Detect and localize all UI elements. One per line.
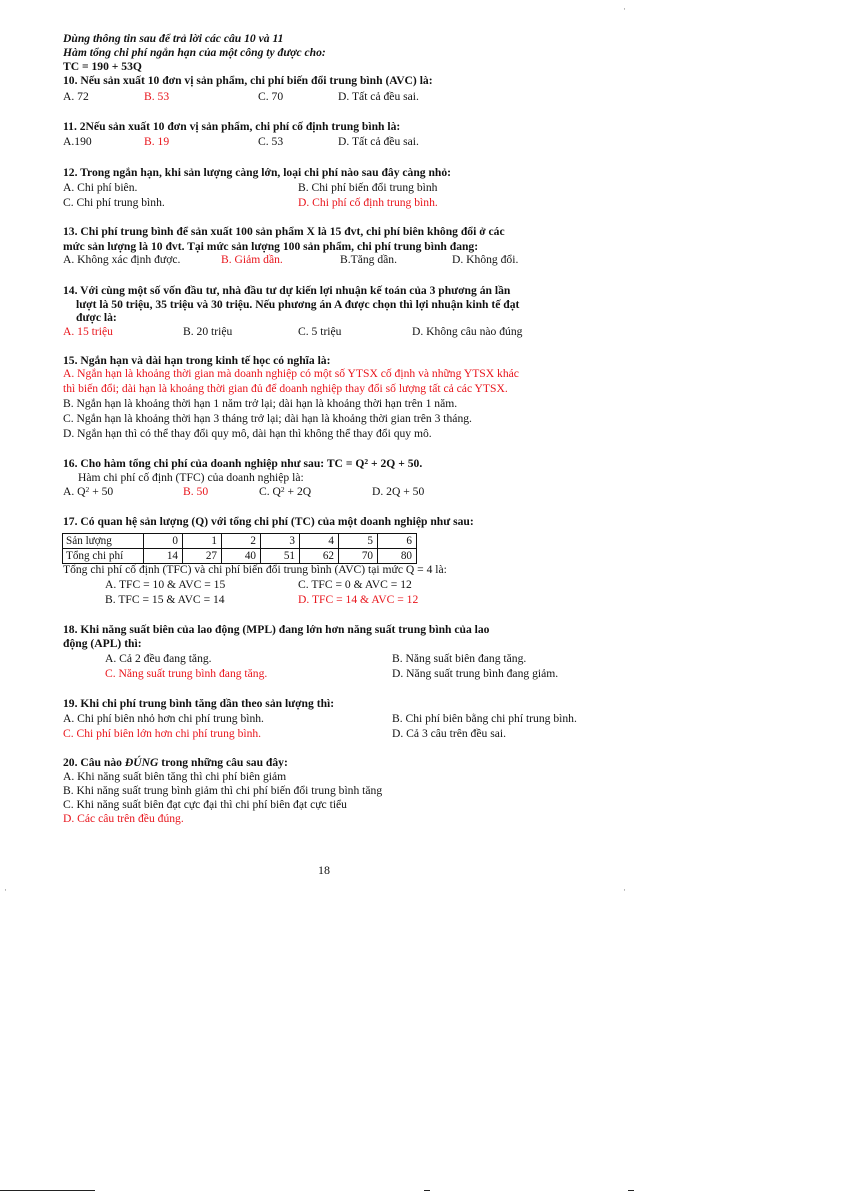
q18-stem-2: động (APL) thì: (63, 637, 142, 650)
table-cell: 51 (261, 549, 300, 564)
q12-option-c: C. Chi phí trung bình. (63, 196, 165, 209)
intro-formula: TC = 190 + 53Q (63, 60, 142, 73)
q16-option-d: D. 2Q + 50 (372, 485, 425, 498)
table-cell: 1 (183, 534, 222, 549)
q16-option-b: B. 50 (183, 485, 209, 498)
table-cell: 14 (144, 549, 183, 564)
table-cell: 2 (222, 534, 261, 549)
q15-option-c: C. Ngắn hạn là khoảng thời hạn 3 tháng trở lại; dài hạn là khoảng thời gian trên 3 tháng. (63, 412, 472, 425)
q10-option-a: A. 72 (63, 90, 89, 103)
q12-option-a: A. Chi phí biên. (63, 181, 138, 194)
q14-option-a: A. 15 triệu (63, 325, 113, 338)
q12-option-b: B. Chi phí biến đổi trung bình (298, 181, 438, 194)
intro-line-1: Dùng thông tin sau để trả lời các câu 10 và 11 (63, 32, 284, 45)
page-number: 18 (318, 863, 330, 877)
crop-mark: · (623, 4, 626, 14)
q13-option-b: B. Giảm dần. (221, 253, 283, 266)
table-cell: 5 (339, 534, 378, 549)
q16-option-a: A. $Q^2 + 50$ (63, 485, 114, 498)
table-cell: 4 (300, 534, 339, 549)
q19-stem: 19. Khi chi phí trung bình tăng dần theo sản lượng thì: (63, 697, 335, 710)
q18-option-d: D. Năng suất trung bình đang giảm. (392, 667, 559, 680)
q19-option-d: D. Cả 3 câu trên đều sai. (392, 727, 506, 740)
q18-option-b: B. Năng suất biên đang tăng. (392, 652, 527, 665)
q14-option-b: B. 20 triệu (183, 325, 233, 338)
q20-option-c: C. Khi năng suất biên đạt cực đại thì chi phí biên đạt cực tiểu (63, 798, 347, 811)
q19-option-b: B. Chi phí biên bằng chi phí trung bình. (392, 712, 577, 725)
q12-option-d: D. Chi phí cố định trung bình. (298, 196, 438, 209)
table-cell: 40 (222, 549, 261, 564)
q15-option-d: D. Ngắn hạn thì có thể thay đổi quy mô, dài hạn thì không thể thay đổi quy mô. (63, 427, 432, 440)
table-cell: 62 (300, 549, 339, 564)
q16-option-c: C. $Q^2 + 2Q$ (259, 485, 312, 498)
q16-stem-2: Hàm chi phí cố định (TFC) của doanh nghiệp là: (78, 471, 304, 484)
crop-mark: · (4, 885, 7, 895)
q17-option-c: C. TFC = 0 & AVC = 12 (298, 578, 412, 591)
q11-option-c: C. 53 (258, 135, 284, 148)
q13-stem-2: mức sản lượng là 10 đvt. Tại mức sản lượng 100 sản phẩm, chi phí trung bình đang: (63, 240, 479, 253)
q10-option-b: B. 53 (144, 90, 170, 103)
q17-table (62, 533, 417, 564)
q17-stem-1: 17. Có quan hệ sản lượng (Q) với tổng chi phí (TC) của một doanh nghiệp như sau: (63, 515, 474, 528)
table-cell: 27 (183, 549, 222, 564)
q14-option-d: D. Không câu nào đúng (412, 325, 523, 338)
q17-option-b: B. TFC = 15 & AVC = 14 (105, 593, 225, 606)
q20-option-b: B. Khi năng suất trung bình giảm thì chi phí biến đổi trung bình tăng (63, 784, 383, 797)
table-row-label: Tổng chi phí (63, 549, 144, 564)
q14-stem-3: được là: (76, 311, 117, 324)
q15-option-a-line1: A. Ngắn hạn là khoảng thời gian mà doanh nghiệp có một số YTSX cố định và những YTSX khác (63, 367, 519, 380)
q11-option-b: B. 19 (144, 135, 170, 148)
q15-stem: 15. Ngắn hạn và dài hạn trong kinh tế học có nghĩa là: (63, 354, 331, 367)
intro-line-2: Hàm tổng chi phí ngắn hạn của một công ty được cho: (63, 46, 326, 59)
q14-stem-1: 14. Với cùng một số vốn đầu tư, nhà đầu tư dự kiến lợi nhuận kế toán của 3 phương án lần (63, 284, 511, 297)
q16-stem-1: 16. Cho hàm tổng chi phí của doanh nghiệp như sau: TC = $Q^2 + 2Q + 50$. (63, 457, 423, 470)
q11-stem: 11. 2Nếu sản xuất 10 đơn vị sản phẩm, chi phí cố định trung bình là: (63, 120, 401, 133)
table-cell: 6 (378, 534, 417, 549)
q19-option-a: A. Chi phí biên nhỏ hơn chi phí trung bình. (63, 712, 264, 725)
crop-mark: · (623, 885, 626, 895)
q17-option-a: A. TFC = 10 & AVC = 15 (105, 578, 226, 591)
q18-option-a: A. Cả 2 đều đang tăng. (105, 652, 212, 665)
q14-stem-2: lượt là 50 triệu, 35 triệu và 30 triệu. Nếu phương án A được chọn thì lợi nhuận kinh tế đạt (76, 298, 520, 311)
q15-option-b: B. Ngắn hạn là khoảng thời hạn 1 năm trở lại; dài hạn là khoảng thời hạn trên 1 năm. (63, 397, 458, 410)
q18-stem-1: 18. Khi năng suất biên của lao động (MPL) đang lớn hơn năng suất trung bình của lao (63, 623, 490, 636)
q18-option-c: C. Năng suất trung bình đang tăng. (105, 667, 268, 680)
q13-option-a: A. Không xác định được. (63, 253, 181, 266)
q10-stem: 10. Nếu sản xuất 10 đơn vị sản phẩm, chi phí biến đổi trung bình (AVC) là: (63, 74, 433, 87)
table-cell: 70 (339, 549, 378, 564)
table-row (63, 549, 417, 564)
q10-option-d: D. Tất cả đều sai. (338, 90, 419, 103)
table-row-label: Sản lượng (63, 534, 144, 549)
q12-stem: 12. Trong ngắn hạn, khi sản lượng càng lớn, loại chi phí nào sau đây càng nhỏ: (63, 166, 452, 179)
q17-stem-2: Tổng chi phí cố định (TFC) và chi phí biến đổi trung bình (AVC) tại mức Q = 4 là: (63, 563, 447, 576)
table-cell: 3 (261, 534, 300, 549)
q20-stem: 20. Câu nào ĐÚNG trong những câu sau đây: (63, 756, 288, 769)
q14-option-c: C. 5 triệu (298, 325, 342, 338)
q11-option-d: D. Tất cả đều sai. (338, 135, 419, 148)
q13-stem-1: 13. Chi phí trung bình để sản xuất 100 sản phẩm X là 15 đvt, chi phí biên không đổi ở các (63, 225, 505, 238)
table-cell: 80 (378, 549, 417, 564)
q20-option-d: D. Các câu trên đều đúng. (63, 812, 184, 825)
q11-option-a: A.190 (63, 135, 92, 148)
table-row (63, 534, 417, 549)
q10-option-c: C. 70 (258, 90, 284, 103)
q17-option-d: D. TFC = 14 & AVC = 12 (298, 593, 419, 606)
q20-option-a: A. Khi năng suất biên tăng thì chi phí biên giảm (63, 770, 287, 783)
q13-option-d: D. Không đổi. (452, 253, 519, 266)
table-cell: 0 (144, 534, 183, 549)
q19-option-c: C. Chi phí biên lớn hơn chi phí trung bình. (63, 727, 262, 740)
q13-option-c: B.Tăng dần. (340, 253, 397, 266)
q15-option-a-line2: thì biến đổi; dài hạn là khoảng thời gian đủ để doanh nghiệp thay đổi số lượng tất cả các YTSX. (63, 382, 508, 395)
